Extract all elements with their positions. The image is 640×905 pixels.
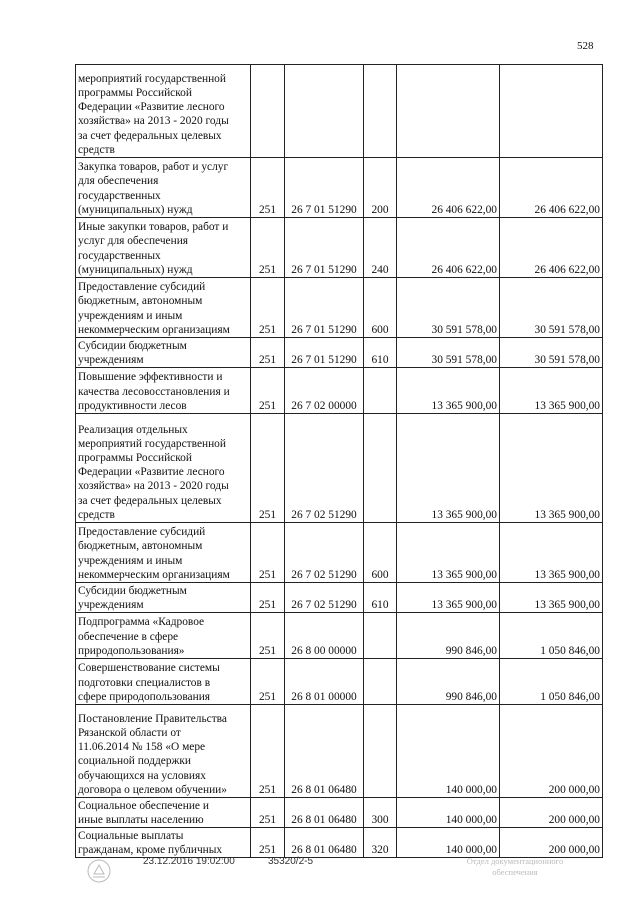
row-expense-type: 300 (364, 798, 397, 828)
row-target-article: 26 7 02 51290 (285, 583, 364, 613)
row-expense-type: 600 (364, 278, 397, 338)
row-name: Постановление Правительства Рязанской области от 11.06.2014 № 158 «О мере социальной поддержки обучающихся на условиях договора о целевом обучении» (76, 705, 251, 798)
table-row (76, 338, 603, 368)
row-target-article: 26 7 01 51290 (285, 338, 364, 368)
row-name: Иные закупки товаров, работ и услуг для обеспечения государственных (муниципальных) нужд (76, 218, 251, 278)
row-sum-second: 30 591 578,00 (500, 278, 603, 338)
table-row (76, 414, 603, 523)
row-sum-first: 140 000,00 (397, 828, 500, 858)
row-name: Совершенствование системы подготовки специалистов в сфере природопользования (76, 659, 251, 705)
row-sum-first: 140 000,00 (397, 798, 500, 828)
row-sum-second: 26 406 622,00 (500, 218, 603, 278)
row-sum-second: 1 050 846,00 (500, 659, 603, 705)
row-admin-code: 251 (251, 705, 285, 798)
budget-table-body (76, 65, 603, 858)
row-sum-first: 26 406 622,00 (397, 218, 500, 278)
row-target-article: 26 8 01 06480 (285, 828, 364, 858)
row-name: Субсидии бюджетным учреждениям (76, 338, 251, 368)
budget-table (75, 64, 603, 858)
page-footer (0, 856, 640, 896)
row-expense-type: 610 (364, 338, 397, 368)
row-name: Подпрограмма «Кадровое обеспечение в сфере природопользования» (76, 613, 251, 659)
row-expense-type (364, 368, 397, 414)
footer-date: 23.12.2016 19:02:00 (143, 856, 235, 867)
table-row (76, 705, 603, 798)
row-target-article (285, 65, 364, 158)
row-target-article: 26 7 02 51290 (285, 414, 364, 523)
row-expense-type (364, 659, 397, 705)
row-name: Предоставление субсидий бюджетным, автономным учреждениям и иным некоммерческим организациям (76, 278, 251, 338)
faded-stamp: Отдел документационного обеспечения (466, 856, 564, 877)
row-admin-code: 251 (251, 278, 285, 338)
row-sum-second (500, 65, 603, 158)
row-name: Социальное обеспечение и иные выплаты населению (76, 798, 251, 828)
row-admin-code: 251 (251, 158, 285, 218)
row-sum-second: 13 365 900,00 (500, 523, 603, 583)
table-row (76, 613, 603, 659)
row-target-article: 26 8 01 06480 (285, 705, 364, 798)
table-row (76, 65, 603, 158)
row-target-article: 26 8 01 00000 (285, 659, 364, 705)
table-row (76, 218, 603, 278)
row-sum-second: 30 591 578,00 (500, 338, 603, 368)
row-admin-code: 251 (251, 583, 285, 613)
row-admin-code: 251 (251, 368, 285, 414)
row-target-article: 26 8 00 00000 (285, 613, 364, 659)
row-sum-first: 990 846,00 (397, 659, 500, 705)
row-sum-second: 200 000,00 (500, 705, 603, 798)
row-admin-code: 251 (251, 414, 285, 523)
row-admin-code: 251 (251, 338, 285, 368)
row-sum-second: 200 000,00 (500, 798, 603, 828)
row-sum-second: 1 050 846,00 (500, 613, 603, 659)
row-sum-first: 13 365 900,00 (397, 523, 500, 583)
row-admin-code: 251 (251, 659, 285, 705)
row-name: Закупка товаров, работ и услуг для обеспечения государственных (муниципальных) нужд (76, 158, 251, 218)
row-admin-code: 251 (251, 828, 285, 858)
row-sum-first: 13 365 900,00 (397, 414, 500, 523)
table-row (76, 798, 603, 828)
row-expense-type: 610 (364, 583, 397, 613)
emblem-icon (86, 858, 112, 884)
table-row (76, 278, 603, 338)
row-name: Повышение эффективности и качества лесовосстановления и продуктивности лесов (76, 368, 251, 414)
row-sum-second: 13 365 900,00 (500, 414, 603, 523)
row-name: мероприятий государственной программы Российской Федерации «Развитие лесного хозяйства» на 2013 - 2020 годы за счет федеральных целевых средств (76, 65, 251, 158)
row-expense-type (364, 65, 397, 158)
row-target-article: 26 7 01 51290 (285, 158, 364, 218)
row-target-article: 26 7 01 51290 (285, 278, 364, 338)
row-expense-type (364, 414, 397, 523)
row-target-article: 26 7 02 00000 (285, 368, 364, 414)
row-expense-type (364, 613, 397, 659)
row-target-article: 26 7 01 51290 (285, 218, 364, 278)
table-row (76, 523, 603, 583)
table-row (76, 828, 603, 858)
table-row (76, 158, 603, 218)
row-admin-code (251, 65, 285, 158)
row-expense-type: 600 (364, 523, 397, 583)
row-sum-first: 26 406 622,00 (397, 158, 500, 218)
table-row (76, 368, 603, 414)
row-sum-second: 13 365 900,00 (500, 583, 603, 613)
row-name: Социальные выплаты гражданам, кроме публичных (76, 828, 251, 858)
row-expense-type (364, 705, 397, 798)
page-number: 528 (577, 40, 594, 52)
row-admin-code: 251 (251, 613, 285, 659)
row-admin-code: 251 (251, 218, 285, 278)
row-sum-first: 30 591 578,00 (397, 338, 500, 368)
row-expense-type: 240 (364, 218, 397, 278)
row-sum-second: 26 406 622,00 (500, 158, 603, 218)
row-sum-second: 13 365 900,00 (500, 368, 603, 414)
row-name: Предоставление субсидий бюджетным, автономным учреждениям и иным некоммерческим организациям (76, 523, 251, 583)
table-row (76, 583, 603, 613)
row-target-article: 26 8 01 06480 (285, 798, 364, 828)
table-row (76, 659, 603, 705)
row-sum-first: 13 365 900,00 (397, 368, 500, 414)
row-target-article: 26 7 02 51290 (285, 523, 364, 583)
row-admin-code: 251 (251, 523, 285, 583)
row-expense-type: 200 (364, 158, 397, 218)
row-sum-first: 140 000,00 (397, 705, 500, 798)
row-expense-type: 320 (364, 828, 397, 858)
row-name: Реализация отдельных мероприятий государственной программы Российской Федерации «Развитие лесного хозяйства» на 2013 - 2020 годы за счет федеральных целевых средств (76, 414, 251, 523)
footer-doc-id: 35320/2-5 (268, 856, 314, 867)
row-sum-first: 30 591 578,00 (397, 278, 500, 338)
row-sum-first (397, 65, 500, 158)
row-sum-first: 13 365 900,00 (397, 583, 500, 613)
row-sum-second: 200 000,00 (500, 828, 603, 858)
row-sum-first: 990 846,00 (397, 613, 500, 659)
row-name: Субсидии бюджетным учреждениям (76, 583, 251, 613)
row-admin-code: 251 (251, 798, 285, 828)
